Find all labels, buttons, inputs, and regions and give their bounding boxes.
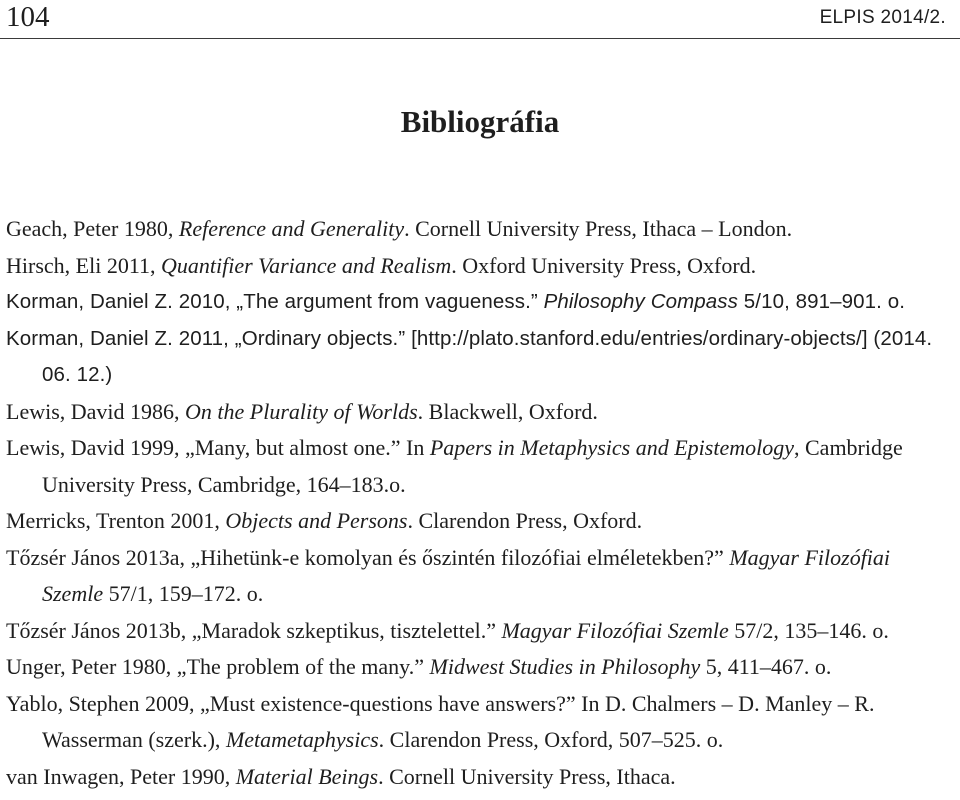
entry-text: . Blackwell, Oxford. (417, 398, 598, 424)
section-title: Bibliográfia (400, 104, 560, 139)
entry-text: , Cambridge University Press, Cambridge, 164–183.o. (42, 435, 903, 497)
entry-text: Yablo, Stephen 2009, „Must existence-questions have answers?” In D. Chalmers – D. Manley – R. Wasserman (szerk.), (6, 690, 875, 752)
header-rule (0, 38, 960, 39)
entry-text: 57/1, 159–172. o. (103, 581, 264, 606)
bibliography-entry (0, 430, 960, 503)
entry-title: On the Plurality of Worlds (185, 398, 418, 424)
entry-text: 5, 411–467. o. (700, 654, 832, 679)
entry-text: Lewis, David 1986, (6, 398, 186, 424)
entry-text: Hirsch, Eli 2011, (6, 252, 161, 278)
entry-title: Magyar Filozófiai Szemle (501, 617, 729, 643)
entry-title: Philosophy Compass (543, 290, 738, 313)
entry-title: Material Beings (235, 763, 379, 789)
entry-text: Korman, Daniel Z. 2011, „Ordinary objects.” [http://plato.stanford.edu/entries/ordinary-objects/] (2014. 06. 12.) (6, 326, 933, 386)
entry-title: Objects and Persons (225, 508, 408, 533)
bibliography-entry (0, 613, 960, 650)
entry-text: 5/10, 891–901. o. (737, 290, 906, 313)
entry-text: . Cornell University Press, Ithaca. (378, 763, 676, 789)
bibliography-entry (0, 248, 960, 285)
bibliography-list (0, 211, 960, 795)
entry-title: Reference and Generality (178, 216, 405, 241)
entry-text: van Inwagen, Peter 1990, (6, 763, 236, 789)
entry-text: Tőzsér János 2013a, „Hihetünk-e komolyan és őszintén filozófiai elméletekben?” (6, 544, 730, 570)
entry-text: Merricks, Trenton 2001, (6, 508, 226, 533)
bibliography-entry (0, 759, 960, 796)
entry-text: . Oxford University Press, Oxford. (451, 252, 757, 278)
entry-title: Papers in Metaphysics and Epistemology (429, 435, 794, 460)
entry-title: Metametaphysics (225, 727, 379, 752)
entry-text: Lewis, David 1999, „Many, but almost one.” In (6, 435, 430, 460)
entry-text: 57/2, 135–146. o. (728, 617, 889, 643)
bibliography-entry (0, 503, 960, 540)
bibliography-entry (0, 686, 960, 759)
running-head: ELPIS 2014/2. (819, 7, 946, 28)
entry-text: . Clarendon Press, Oxford. (407, 508, 643, 533)
bibliography-entry (0, 649, 960, 686)
entry-text: . Clarendon Press, Oxford, 507–525. o. (378, 727, 724, 752)
bibliography-entry (0, 211, 960, 248)
entry-text: Unger, Peter 1980, „The problem of the many.” (6, 654, 430, 679)
entry-text: Tőzsér János 2013b, „Maradok szkeptikus, tisztelettel.” (6, 617, 502, 643)
entry-title: Quantifier Variance and Realism (161, 252, 452, 278)
page-number: 104 (6, 1, 50, 33)
bibliography-entry (0, 394, 960, 431)
entry-text: . Cornell University Press, Ithaca – London. (404, 216, 793, 241)
entry-title: Midwest Studies in Philosophy (429, 654, 701, 679)
bibliography-entry (0, 284, 960, 321)
bibliography-entry (0, 540, 960, 613)
bibliography-entry (0, 321, 960, 394)
entry-text: Korman, Daniel Z. 2010, „The argument from vagueness.” (6, 290, 544, 313)
entry-title: Magyar Filozófiai Szemle (42, 544, 891, 606)
entry-text: Geach, Peter 1980, (6, 216, 179, 241)
